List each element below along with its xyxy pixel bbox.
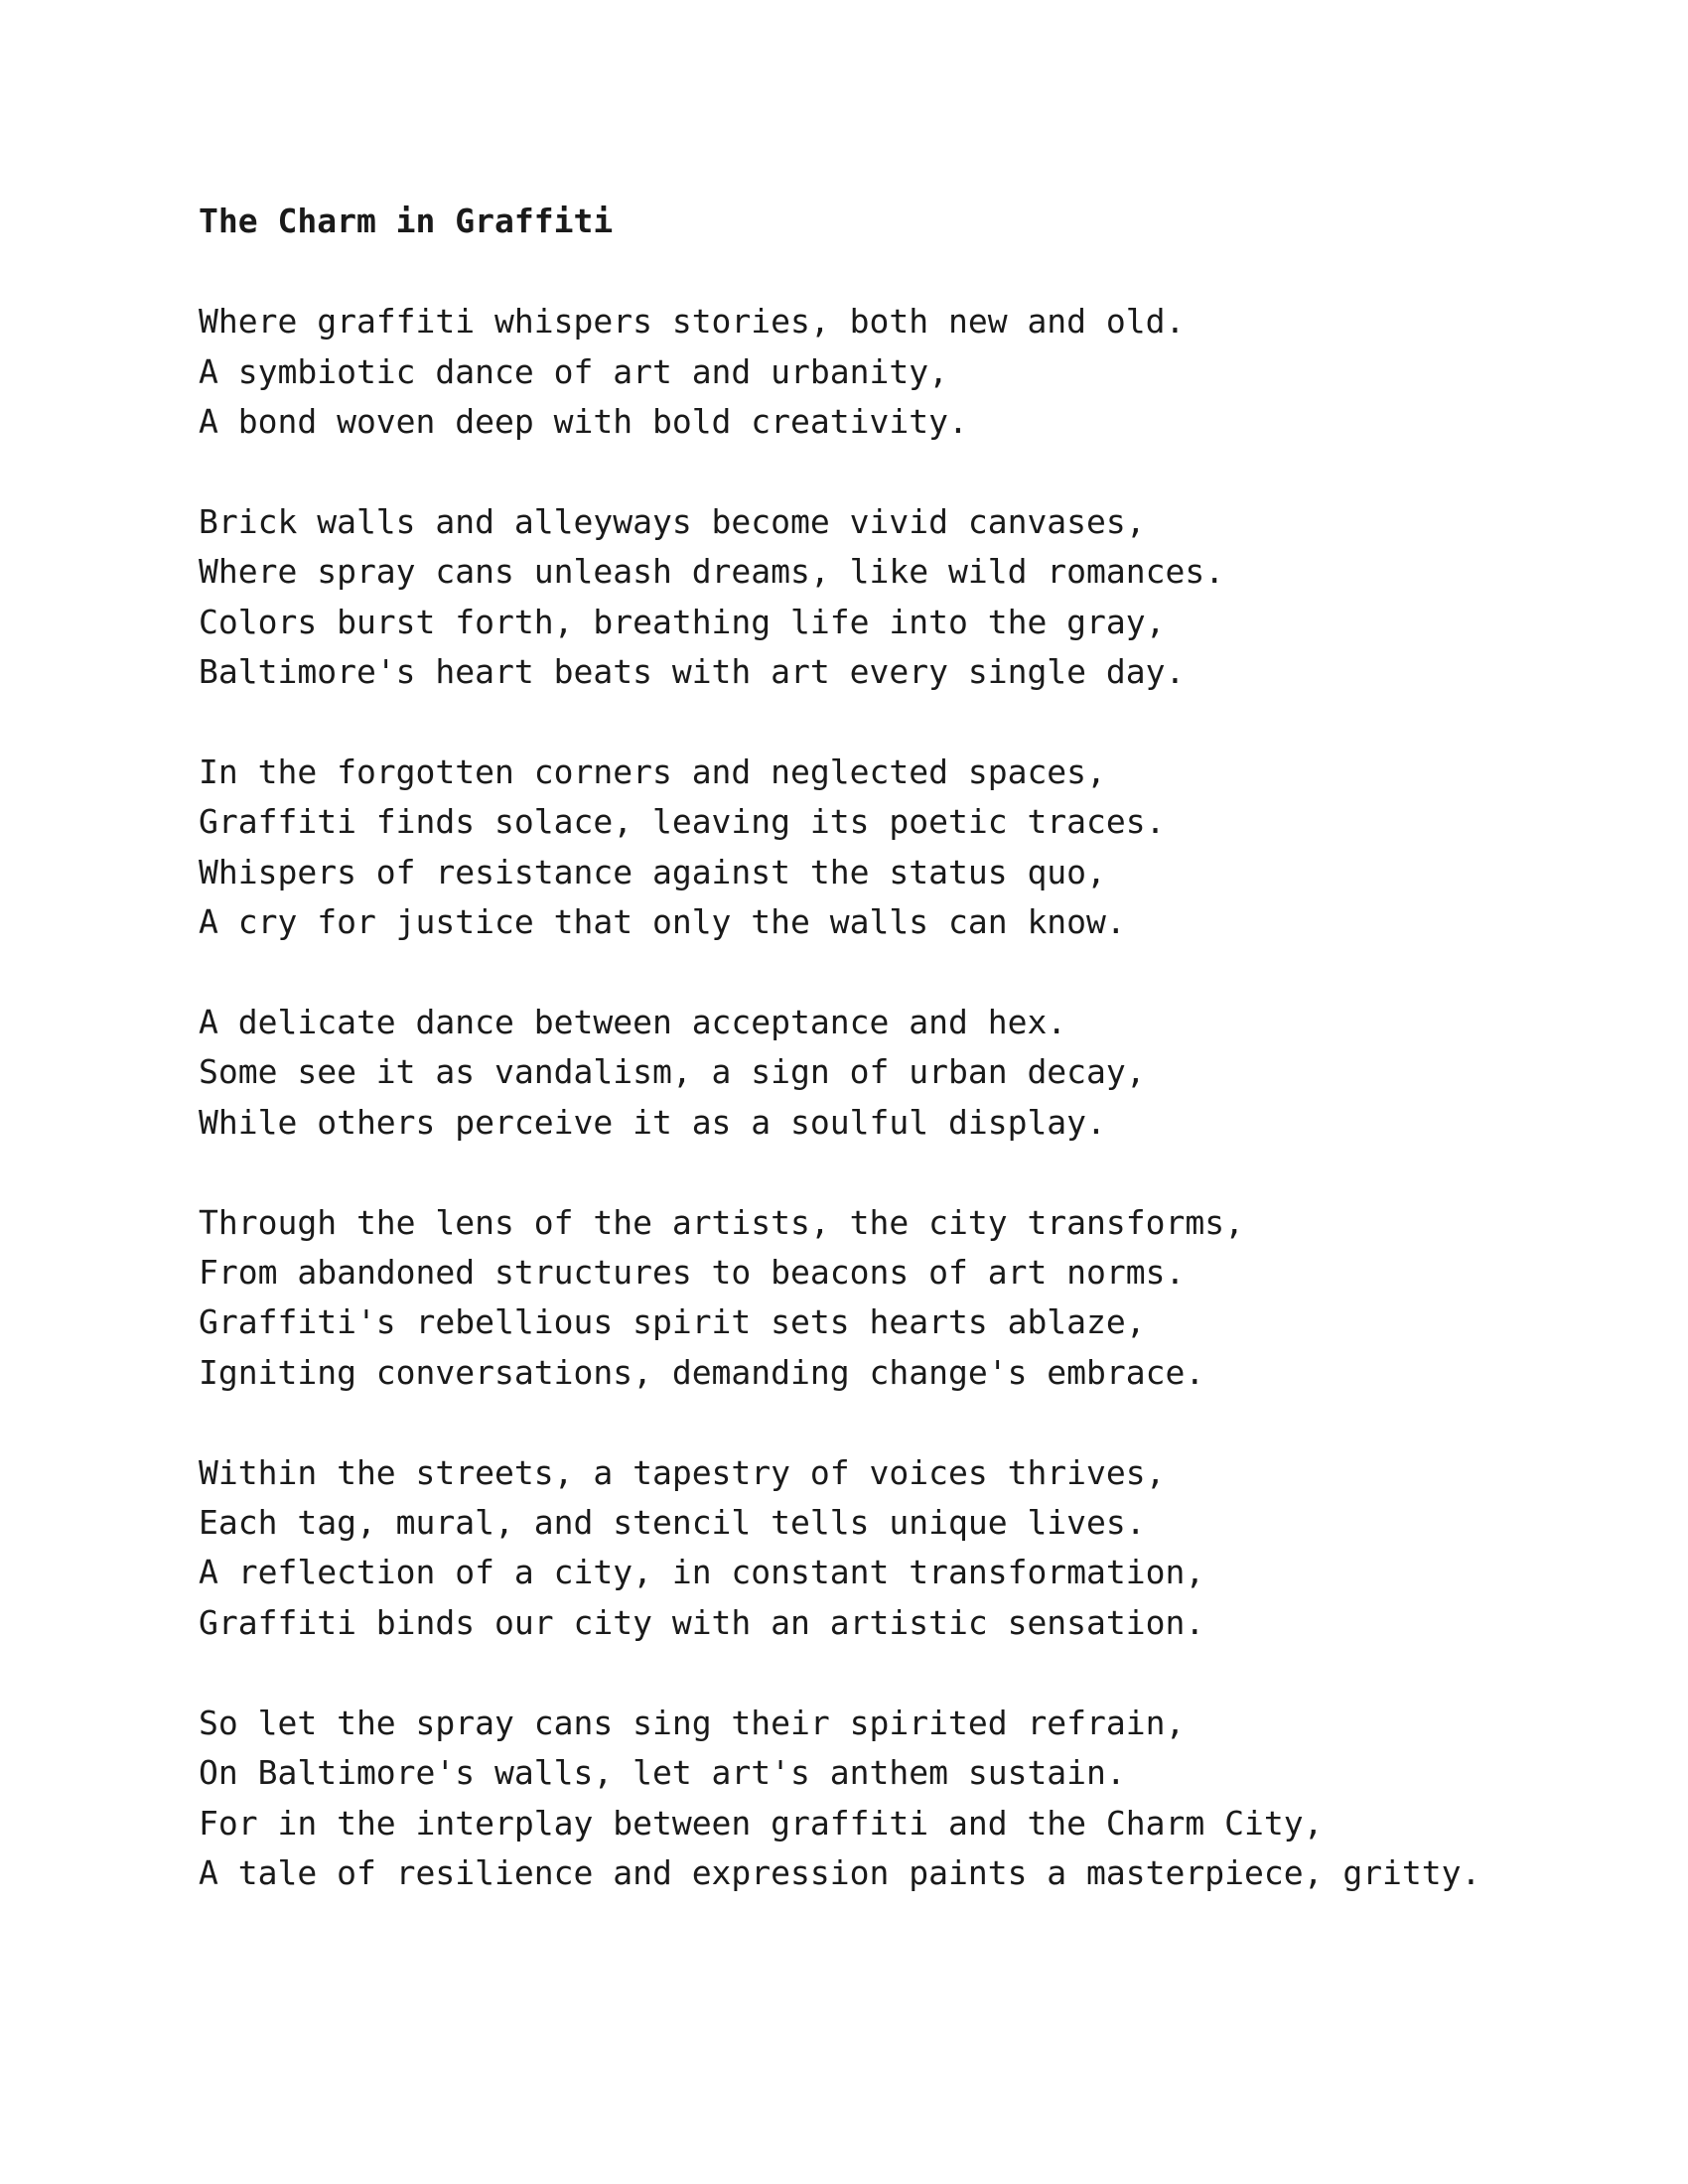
poem-line: Whispers of resistance against the status quo,: [199, 852, 1106, 891]
poem-line: A delicate dance between acceptance and hex.: [199, 1003, 1067, 1042]
poem-line: Colors burst forth, breathing life into the gray,: [199, 602, 1166, 641]
stanza-5: [199, 1198, 1589, 1399]
poem-line: Each tag, mural, and stencil tells unique lives.: [199, 1503, 1146, 1543]
poem-line: So let the spray cans sing their spirited refrain,: [199, 1703, 1186, 1742]
poem-line: Baltimore's heart beats with art every single day.: [199, 652, 1186, 692]
poem-line: From abandoned structures to beacons of art norms.: [199, 1253, 1186, 1293]
poem-line: While others perceive it as a soulful display.: [199, 1102, 1106, 1142]
stanza-7: [199, 1699, 1589, 1899]
poem-line: Graffiti finds solace, leaving its poetic traces.: [199, 802, 1166, 842]
poem-line: Graffiti binds our city with an artistic sensation.: [199, 1602, 1205, 1642]
poem-line: A reflection of a city, in constant transformation,: [199, 1553, 1205, 1592]
poem-line: A cry for justice that only the walls can know.: [199, 902, 1126, 942]
stanza-4: [199, 998, 1589, 1148]
poem-line: On Baltimore's walls, let art's anthem sustain.: [199, 1753, 1126, 1793]
poem-line: A symbiotic dance of art and urbanity,: [199, 351, 948, 391]
poem-line: In the forgotten corners and neglected spaces,: [199, 752, 1106, 792]
poem-line: Graffiti's rebellious spirit sets hearts ablaze,: [199, 1302, 1146, 1342]
stanza-6: [199, 1448, 1589, 1649]
poem-line: Through the lens of the artists, the city transforms,: [199, 1202, 1244, 1242]
poem-line: A tale of resilience and expression paints a masterpiece, gritty.: [199, 1852, 1481, 1892]
poem-title: The Charm in Graffiti: [199, 202, 614, 240]
poem-body: [199, 197, 1589, 1949]
poem-line: Where graffiti whispers stories, both new and old.: [199, 302, 1186, 341]
stanza-3: [199, 748, 1589, 948]
poem-line: Brick walls and alleyways become vivid canvases,: [199, 502, 1146, 542]
poem-line: Within the streets, a tapestry of voices thrives,: [199, 1452, 1166, 1492]
poem-line: For in the interplay between graffiti and the Charm City,: [199, 1803, 1324, 1843]
poem-line: Some see it as vandalism, a sign of urban decay,: [199, 1052, 1146, 1092]
stanza-1: [199, 297, 1589, 447]
poem-line: Igniting conversations, demanding change's embrace.: [199, 1352, 1205, 1392]
stanza-2: [199, 497, 1589, 698]
poem-line: A bond woven deep with bold creativity.: [199, 402, 968, 442]
poem-line: Where spray cans unleash dreams, like wild romances.: [199, 552, 1225, 592]
